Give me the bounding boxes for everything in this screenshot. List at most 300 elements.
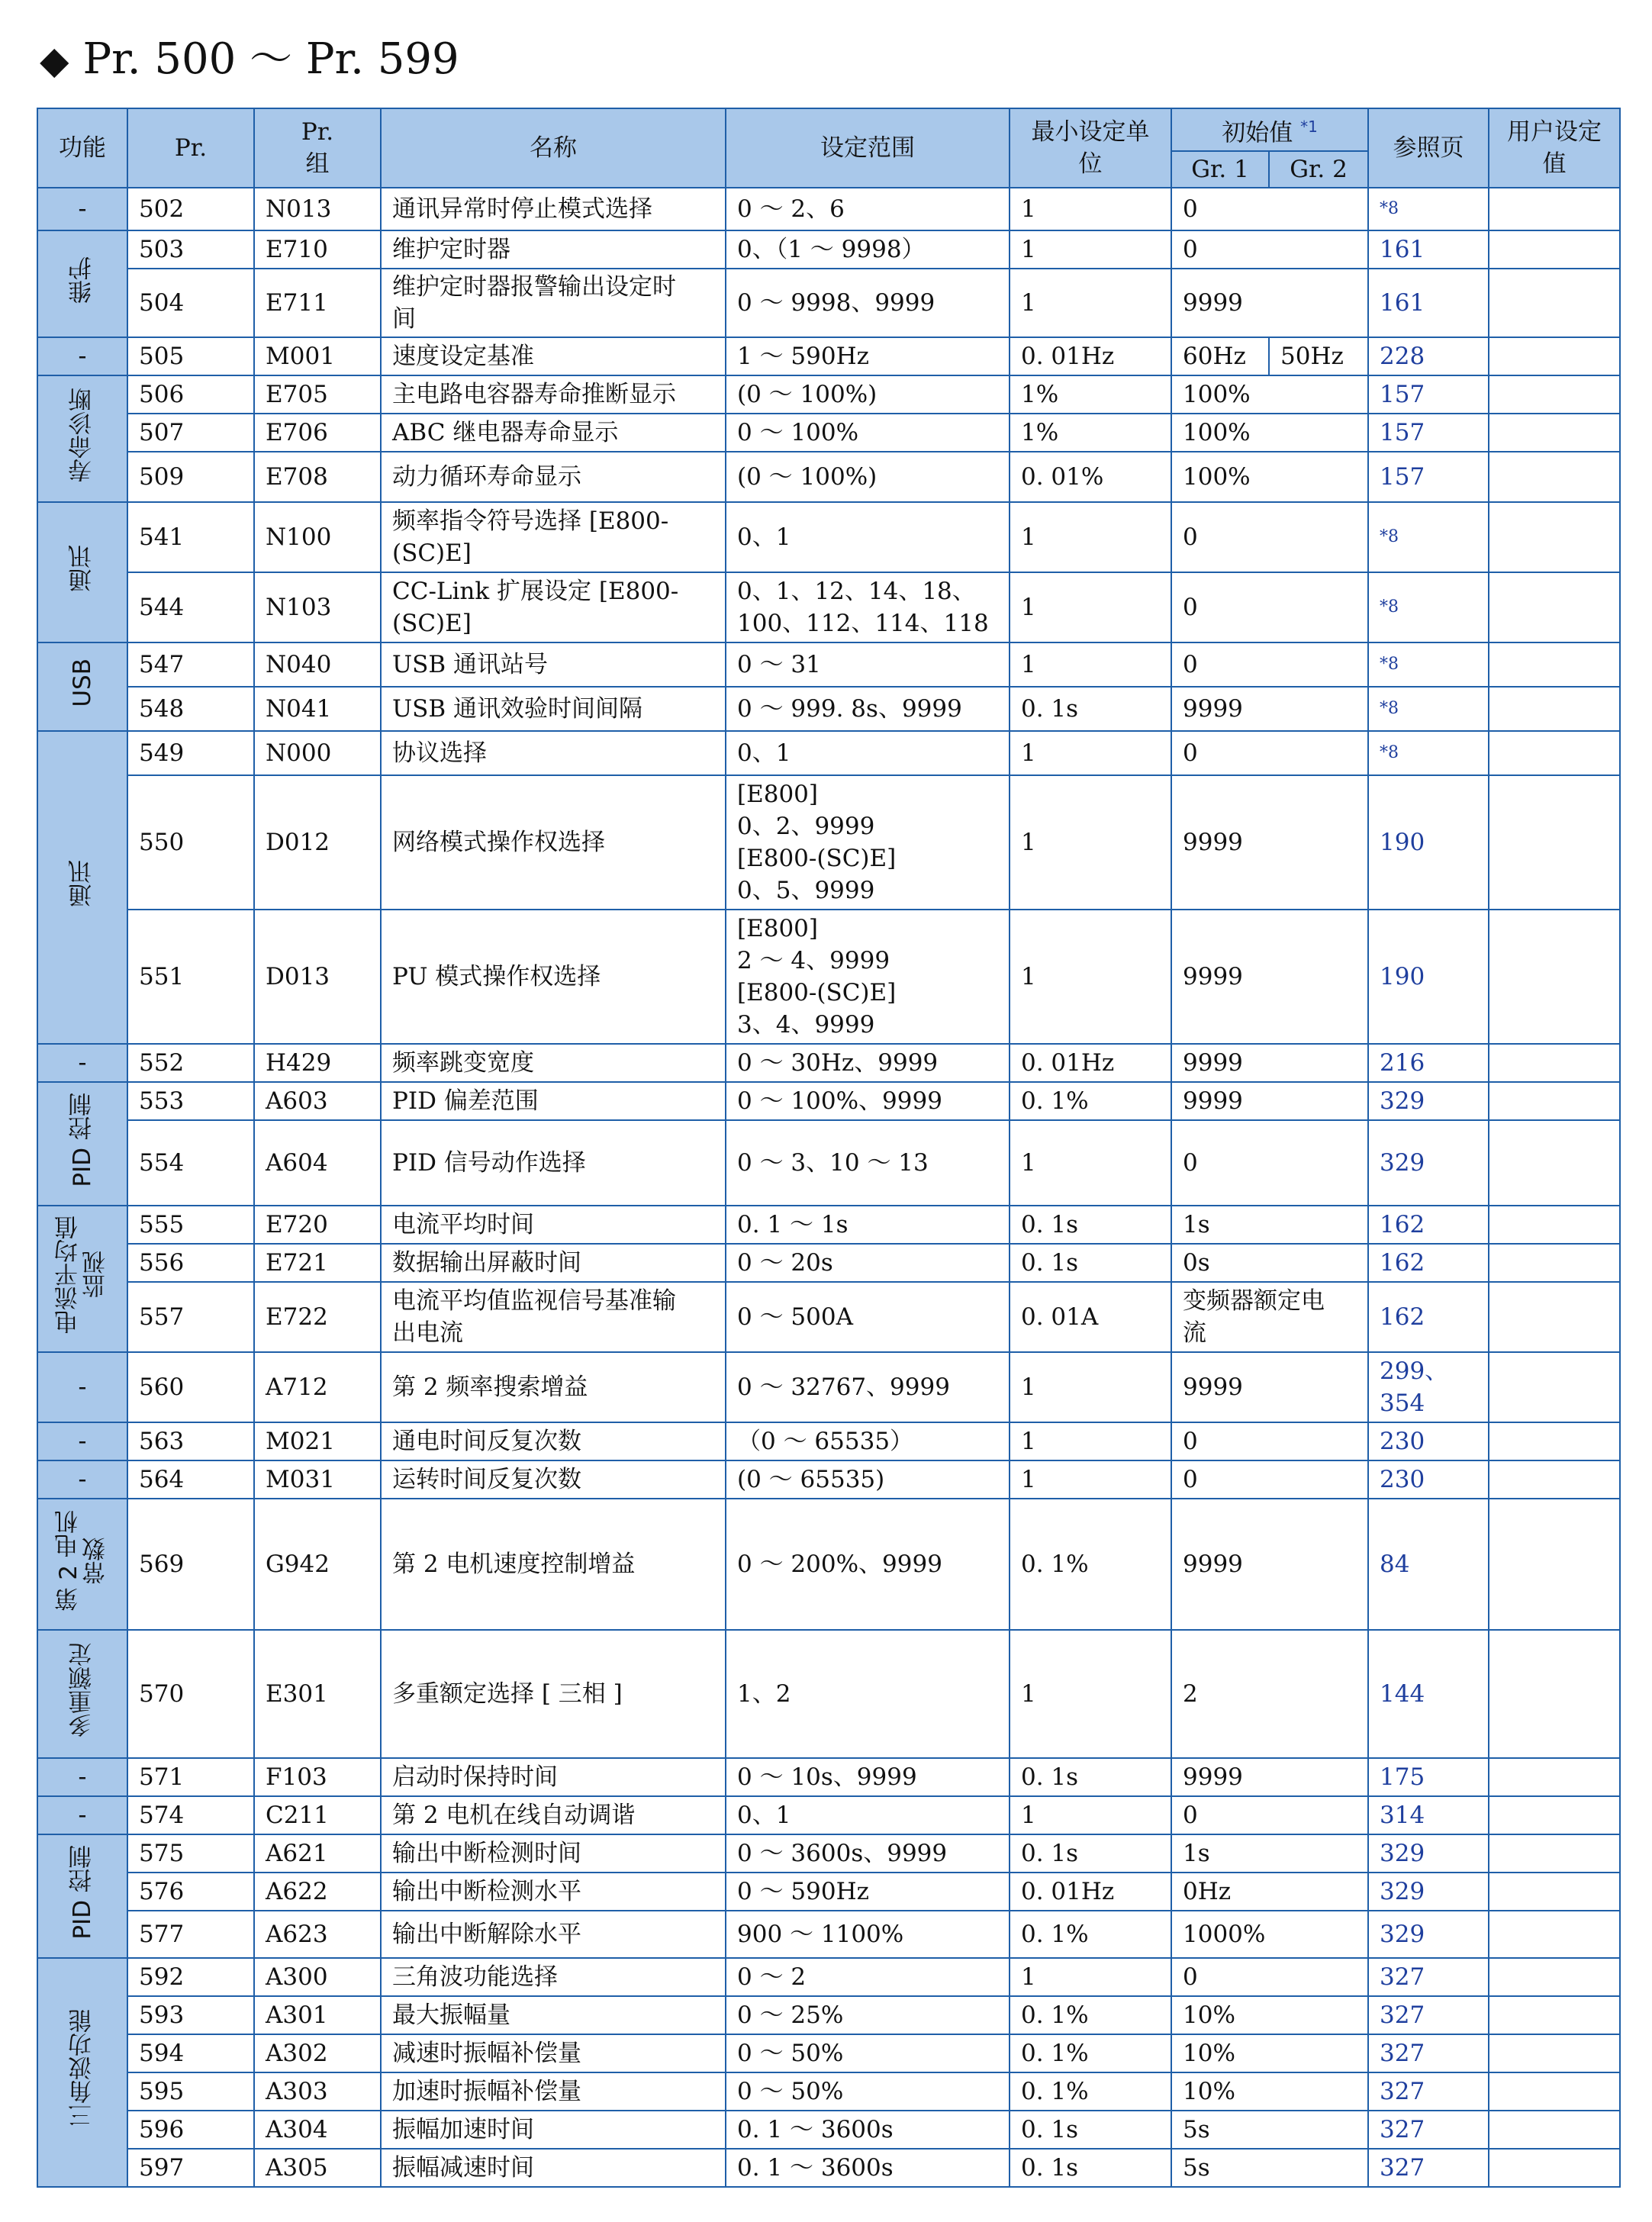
page-title: Pr. 500 ～ Pr. 599 [82, 34, 459, 84]
min-unit: 1 [1010, 1352, 1171, 1422]
initial-value: 0 [1171, 230, 1368, 269]
pr-number: 549 [127, 731, 254, 775]
min-unit: 0. 1s [1010, 2149, 1171, 2187]
diamond-icon: ◆ [40, 38, 69, 82]
table-row [37, 910, 1620, 1044]
setting-range: (0 ～ 100%) [726, 452, 1010, 502]
ref-page-link[interactable]: 216 [1368, 1044, 1489, 1082]
user-setting [1489, 188, 1620, 230]
pr-number: 574 [127, 1796, 254, 1834]
pr-number: 544 [127, 572, 254, 642]
ref-page-link[interactable]: 329 [1368, 1873, 1489, 1911]
ref-page-link[interactable]: 299、 354 [1368, 1352, 1489, 1422]
ref-page-link[interactable]: 327 [1368, 1996, 1489, 2034]
ref-footnote-link[interactable]: *8 [1368, 188, 1489, 230]
pr-number: 509 [127, 452, 254, 502]
function-label: 通讯 [69, 544, 96, 592]
function-label: - [78, 1802, 87, 1830]
setting-range: 0、1 [726, 502, 1010, 572]
user-setting [1489, 2149, 1620, 2187]
ref-page-link[interactable]: 329 [1368, 1911, 1489, 1958]
initial-value: 9999 [1171, 1082, 1368, 1120]
user-setting [1489, 572, 1620, 642]
min-unit: 1 [1010, 642, 1171, 687]
ref-page-link[interactable]: 327 [1368, 2072, 1489, 2111]
pr-number: 557 [127, 1282, 254, 1352]
user-setting [1489, 337, 1620, 375]
initial-gr1: 60Hz [1171, 337, 1269, 375]
setting-range: 0 ～ 50% [726, 2072, 1010, 2111]
function-label: 寿命诊断 [69, 387, 96, 482]
param-name: 运转时间反复次数 [381, 1460, 726, 1499]
table-row [37, 1282, 1620, 1352]
function-cell [37, 1044, 127, 1082]
pr-number: 594 [127, 2034, 254, 2072]
pr-number: 556 [127, 1244, 254, 1282]
user-setting [1489, 2111, 1620, 2149]
header-function: 功能 [37, 108, 127, 188]
user-setting [1489, 375, 1620, 414]
pr-group: N103 [254, 572, 381, 642]
setting-range: 0 ～ 32767、9999 [726, 1352, 1010, 1422]
function-label: - [78, 1466, 87, 1494]
pr-number: 541 [127, 502, 254, 572]
pr-number: 592 [127, 1958, 254, 1996]
param-name: 振幅加速时间 [381, 2111, 726, 2149]
pr-group: A302 [254, 2034, 381, 2072]
table-row [37, 337, 1620, 375]
param-name: USB 通讯站号 [381, 642, 726, 687]
table-row [37, 731, 1620, 775]
param-name: 三角波功能选择 [381, 1958, 726, 1996]
pr-group: A621 [254, 1834, 381, 1873]
param-name: PID 信号动作选择 [381, 1120, 726, 1206]
function-label: 多重额定 [69, 1642, 96, 1737]
initial-value: 9999 [1171, 1499, 1368, 1630]
user-setting [1489, 1282, 1620, 1352]
pr-number: 554 [127, 1120, 254, 1206]
table-row [37, 452, 1620, 502]
pr-number: 571 [127, 1758, 254, 1796]
initial-value: 0 [1171, 1958, 1368, 1996]
initial-value: 0 [1171, 1120, 1368, 1206]
param-name: 加速时振幅补偿量 [381, 2072, 726, 2111]
initial-value: 0 [1171, 188, 1368, 230]
ref-page-link[interactable]: 162 [1368, 1206, 1489, 1244]
table-row [37, 1996, 1620, 2034]
function-cell [37, 1422, 127, 1460]
param-name: 输出中断解除水平 [381, 1911, 726, 1958]
pr-group: A303 [254, 2072, 381, 2111]
param-name: PID 偏差范围 [381, 1082, 726, 1120]
min-unit: 1 [1010, 1422, 1171, 1460]
function-label: - [78, 195, 87, 224]
pr-number: 547 [127, 642, 254, 687]
setting-range: 0 ～ 20s [726, 1244, 1010, 1282]
param-name: 振幅减速时间 [381, 2149, 726, 2187]
pr-number: 563 [127, 1422, 254, 1460]
param-name: 数据输出屏蔽时间 [381, 1244, 726, 1282]
pr-number: 548 [127, 687, 254, 731]
min-unit: 1 [1010, 731, 1171, 775]
initial-value: 0 [1171, 731, 1368, 775]
min-unit: 0. 1% [1010, 2072, 1171, 2111]
table-row [37, 2111, 1620, 2149]
initial-value: 0 [1171, 502, 1368, 572]
ref-page-link[interactable]: 327 [1368, 2034, 1489, 2072]
table-row [37, 502, 1620, 572]
param-name: 主电路电容器寿命推断显示 [381, 375, 726, 414]
function-cell [37, 1460, 127, 1499]
ref-footnote-link[interactable]: *8 [1368, 642, 1489, 687]
pr-group: F103 [254, 1758, 381, 1796]
param-name: 协议选择 [381, 731, 726, 775]
min-unit: 1% [1010, 375, 1171, 414]
pr-group: N100 [254, 502, 381, 572]
table-row [37, 1630, 1620, 1758]
param-name: ABC 继电器寿命显示 [381, 414, 726, 452]
pr-group: A304 [254, 2111, 381, 2149]
header-gr1: Gr. 1 [1171, 151, 1269, 188]
table-row [37, 687, 1620, 731]
min-unit: 0. 1s [1010, 1244, 1171, 1282]
initial-value: 9999 [1171, 910, 1368, 1044]
pr-number: 560 [127, 1352, 254, 1422]
param-name: 动力循环寿命显示 [381, 452, 726, 502]
table-row [37, 414, 1620, 452]
min-unit: 0. 01% [1010, 452, 1171, 502]
initial-value: 0s [1171, 1244, 1368, 1282]
param-name: 输出中断检测时间 [381, 1834, 726, 1873]
user-setting [1489, 414, 1620, 452]
ref-page-link[interactable]: 162 [1368, 1282, 1489, 1352]
user-setting [1489, 1758, 1620, 1796]
pr-group: N040 [254, 642, 381, 687]
table-row [37, 572, 1620, 642]
pr-group: E721 [254, 1244, 381, 1282]
function-cell [37, 1082, 127, 1206]
initial-value: 1s [1171, 1206, 1368, 1244]
pr-group: E708 [254, 452, 381, 502]
table-row [37, 1796, 1620, 1834]
function-label: 维护 [69, 256, 96, 304]
user-setting [1489, 642, 1620, 687]
pr-number: 593 [127, 1996, 254, 2034]
initial-value: 0 [1171, 572, 1368, 642]
function-cell [37, 1206, 127, 1352]
param-name: PU 模式操作权选择 [381, 910, 726, 1044]
ref-footnote-link[interactable]: *8 [1368, 731, 1489, 775]
initial-value: 9999 [1171, 1044, 1368, 1082]
user-setting [1489, 230, 1620, 269]
min-unit: 1 [1010, 1796, 1171, 1834]
ref-page-link[interactable]: 228 [1368, 337, 1489, 375]
min-unit: 1 [1010, 775, 1171, 910]
pr-group: A622 [254, 1873, 381, 1911]
pr-group: E706 [254, 414, 381, 452]
pr-number: 503 [127, 230, 254, 269]
setting-range: 0 ～ 3600s、9999 [726, 1834, 1010, 1873]
initial-value: 0 [1171, 642, 1368, 687]
function-cell [37, 1758, 127, 1796]
pr-group: H429 [254, 1044, 381, 1082]
param-name: 维护定时器报警输出设定时 间 [381, 269, 726, 337]
setting-range: 0 ～ 100%、9999 [726, 1082, 1010, 1120]
function-cell [37, 1352, 127, 1422]
ref-page-link[interactable]: 327 [1368, 2111, 1489, 2149]
param-name: 第 2 电机在线自动调谐 [381, 1796, 726, 1834]
param-name: 频率跳变宽度 [381, 1044, 726, 1082]
ref-page-link[interactable]: 327 [1368, 1958, 1489, 1996]
pr-number: 595 [127, 2072, 254, 2111]
ref-page-link[interactable]: 84 [1368, 1499, 1489, 1630]
ref-page-link[interactable]: 190 [1368, 775, 1489, 910]
function-label: - [78, 343, 87, 371]
header-gr2: Gr. 2 [1269, 151, 1368, 188]
pr-group: N041 [254, 687, 381, 731]
min-unit: 0. 1s [1010, 1206, 1171, 1244]
table-body [37, 188, 1620, 2187]
ref-page-link[interactable]: 162 [1368, 1244, 1489, 1282]
table-row [37, 2149, 1620, 2187]
pr-number: 564 [127, 1460, 254, 1499]
ref-footnote-link[interactable]: *8 [1368, 502, 1489, 572]
pr-number: 502 [127, 188, 254, 230]
ref-page-link[interactable]: 190 [1368, 910, 1489, 1044]
user-setting [1489, 1630, 1620, 1758]
pr-number: 551 [127, 910, 254, 1044]
min-unit: 1 [1010, 230, 1171, 269]
min-unit: 1 [1010, 269, 1171, 337]
function-label: PID 控制 [69, 1093, 96, 1187]
min-unit: 1 [1010, 572, 1171, 642]
footnote-ref[interactable]: *1 [1300, 118, 1318, 136]
user-setting [1489, 1044, 1620, 1082]
ref-page-link[interactable]: 161 [1368, 230, 1489, 269]
function-label: 三角波功能 [69, 2009, 96, 2128]
pr-group: A604 [254, 1120, 381, 1206]
pr-group: M031 [254, 1460, 381, 1499]
min-unit: 1 [1010, 910, 1171, 1044]
setting-range: 0. 1 ～ 3600s [726, 2111, 1010, 2149]
pr-number: 550 [127, 775, 254, 910]
function-cell [37, 1499, 127, 1630]
ref-page-link[interactable]: 329 [1368, 1120, 1489, 1206]
pr-group: E722 [254, 1282, 381, 1352]
pr-number: 553 [127, 1082, 254, 1120]
setting-range: 0 ～ 50% [726, 2034, 1010, 2072]
user-setting [1489, 910, 1620, 1044]
param-name: 输出中断检测水平 [381, 1873, 726, 1911]
setting-range: [E800] 2 ～ 4、9999 [E800-(SC)E] 3、4、9999 [726, 910, 1010, 1044]
user-setting [1489, 1206, 1620, 1244]
setting-range: 1 ～ 590Hz [726, 337, 1010, 375]
min-unit: 1 [1010, 188, 1171, 230]
function-cell [37, 502, 127, 642]
table-row [37, 1873, 1620, 1911]
setting-range: 0 ～ 100% [726, 414, 1010, 452]
pr-group: G942 [254, 1499, 381, 1630]
table-row [37, 1834, 1620, 1873]
param-name: 电流平均时间 [381, 1206, 726, 1244]
table-row [37, 230, 1620, 269]
ref-page-link[interactable]: 161 [1368, 269, 1489, 337]
user-setting [1489, 502, 1620, 572]
setting-range: 0 ～ 590Hz [726, 1873, 1010, 1911]
function-label: 通讯 [69, 859, 96, 907]
pr-number: 596 [127, 2111, 254, 2149]
min-unit: 0. 01Hz [1010, 337, 1171, 375]
pr-group: E711 [254, 269, 381, 337]
ref-page-link[interactable]: 230 [1368, 1460, 1489, 1499]
pr-group: D013 [254, 910, 381, 1044]
param-name: 频率指令符号选择 [E800- (SC)E] [381, 502, 726, 572]
min-unit: 1 [1010, 1630, 1171, 1758]
initial-value: 9999 [1171, 1758, 1368, 1796]
pr-group: A603 [254, 1082, 381, 1120]
setting-range: 0. 1 ～ 1s [726, 1206, 1010, 1244]
min-unit: 1% [1010, 414, 1171, 452]
initial-value: 0 [1171, 1796, 1368, 1834]
initial-value: 9999 [1171, 687, 1368, 731]
header-initial-label: 初始值 [1222, 119, 1293, 147]
header-ref-page: 参照页 [1368, 108, 1489, 188]
pr-number: 506 [127, 375, 254, 414]
initial-value: 1s [1171, 1834, 1368, 1873]
min-unit: 0. 1s [1010, 687, 1171, 731]
setting-range: 0 ～ 25% [726, 1996, 1010, 2034]
user-setting [1489, 452, 1620, 502]
param-name: 最大振幅量 [381, 1996, 726, 2034]
setting-range: 0 ～ 2、6 [726, 188, 1010, 230]
param-name: CC-Link 扩展设定 [E800- (SC)E] [381, 572, 726, 642]
pr-number: 577 [127, 1911, 254, 1958]
function-cell [37, 1796, 127, 1834]
setting-range: [E800] 0、2、9999 [E800-(SC)E] 0、5、9999 [726, 775, 1010, 910]
table-row [37, 1499, 1620, 1630]
ref-footnote-link[interactable]: *8 [1368, 687, 1489, 731]
function-cell [37, 337, 127, 375]
ref-page-link[interactable]: 329 [1368, 1834, 1489, 1873]
param-name: USB 通讯效验时间间隔 [381, 687, 726, 731]
min-unit: 0. 01Hz [1010, 1044, 1171, 1082]
user-setting [1489, 2034, 1620, 2072]
header-name: 名称 [381, 108, 726, 188]
function-cell [37, 1958, 127, 2187]
user-setting [1489, 269, 1620, 337]
pr-group: A301 [254, 1996, 381, 2034]
pr-group: M021 [254, 1422, 381, 1460]
ref-page-link[interactable]: 144 [1368, 1630, 1489, 1758]
initial-value: 9999 [1171, 269, 1368, 337]
pr-number: 504 [127, 269, 254, 337]
min-unit: 1 [1010, 1958, 1171, 1996]
function-label: PID 控制 [69, 1845, 96, 1940]
table-row [37, 1422, 1620, 1460]
min-unit: 0. 01Hz [1010, 1873, 1171, 1911]
pr-number: 555 [127, 1206, 254, 1244]
param-name: 电流平均值监视信号基准输 出电流 [381, 1282, 726, 1352]
pr-group: E705 [254, 375, 381, 414]
user-setting [1489, 775, 1620, 910]
header-range: 设定范围 [726, 108, 1010, 188]
user-setting [1489, 1911, 1620, 1958]
setting-range: 0 ～ 10s、9999 [726, 1758, 1010, 1796]
pr-number: 507 [127, 414, 254, 452]
setting-range: (0 ～ 65535) [726, 1460, 1010, 1499]
initial-value: 5s [1171, 2111, 1368, 2149]
pr-group: A300 [254, 1958, 381, 1996]
table-row [37, 2034, 1620, 2072]
pr-group: M001 [254, 337, 381, 375]
param-name: 速度设定基准 [381, 337, 726, 375]
table-row [37, 1244, 1620, 1282]
pr-number: 575 [127, 1834, 254, 1873]
function-cell [37, 1834, 127, 1958]
user-setting [1489, 1873, 1620, 1911]
min-unit: 0. 1s [1010, 1834, 1171, 1873]
ref-page-link[interactable]: 157 [1368, 414, 1489, 452]
table-row [37, 1206, 1620, 1244]
min-unit: 0. 1% [1010, 1911, 1171, 1958]
setting-range: 0 ～ 200%、9999 [726, 1499, 1010, 1630]
min-unit: 0. 1% [1010, 1996, 1171, 2034]
min-unit: 0. 1s [1010, 2111, 1171, 2149]
user-setting [1489, 1796, 1620, 1834]
initial-value: 1000% [1171, 1911, 1368, 1958]
ref-page-link[interactable]: 314 [1368, 1796, 1489, 1834]
pr-group: A305 [254, 2149, 381, 2187]
page-heading [40, 29, 459, 91]
table-row [37, 642, 1620, 687]
initial-value: 9999 [1171, 1352, 1368, 1422]
pr-group: D012 [254, 775, 381, 910]
param-name: 网络模式操作权选择 [381, 775, 726, 910]
function-label: - [78, 1373, 87, 1402]
setting-range: （0 ～ 65535） [726, 1422, 1010, 1460]
ref-page-link[interactable]: 175 [1368, 1758, 1489, 1796]
min-unit: 1 [1010, 502, 1171, 572]
table-row [37, 1460, 1620, 1499]
table-row [37, 375, 1620, 414]
function-label: - [78, 1049, 87, 1077]
user-setting [1489, 1499, 1620, 1630]
param-name: 第 2 电机速度控制增益 [381, 1499, 726, 1630]
ref-page-link[interactable]: 157 [1368, 452, 1489, 502]
initial-value: 100% [1171, 452, 1368, 502]
min-unit: 0. 1% [1010, 1082, 1171, 1120]
pr-number: 597 [127, 2149, 254, 2187]
user-setting [1489, 1834, 1620, 1873]
pr-number: 570 [127, 1630, 254, 1758]
ref-page-link[interactable]: 329 [1368, 1082, 1489, 1120]
pr-number: 552 [127, 1044, 254, 1082]
ref-page-link[interactable]: 230 [1368, 1422, 1489, 1460]
param-name: 维护定时器 [381, 230, 726, 269]
ref-footnote-link[interactable]: *8 [1368, 572, 1489, 642]
pr-group: N000 [254, 731, 381, 775]
setting-range: 0、1 [726, 1796, 1010, 1834]
pr-number: 505 [127, 337, 254, 375]
table-row [37, 1082, 1620, 1120]
ref-page-link[interactable]: 157 [1368, 375, 1489, 414]
param-name: 第 2 频率搜索增益 [381, 1352, 726, 1422]
ref-page-link[interactable]: 327 [1368, 2149, 1489, 2187]
initial-value: 2 [1171, 1630, 1368, 1758]
function-cell [37, 188, 127, 230]
setting-range: 0、1 [726, 731, 1010, 775]
function-cell [37, 1630, 127, 1758]
